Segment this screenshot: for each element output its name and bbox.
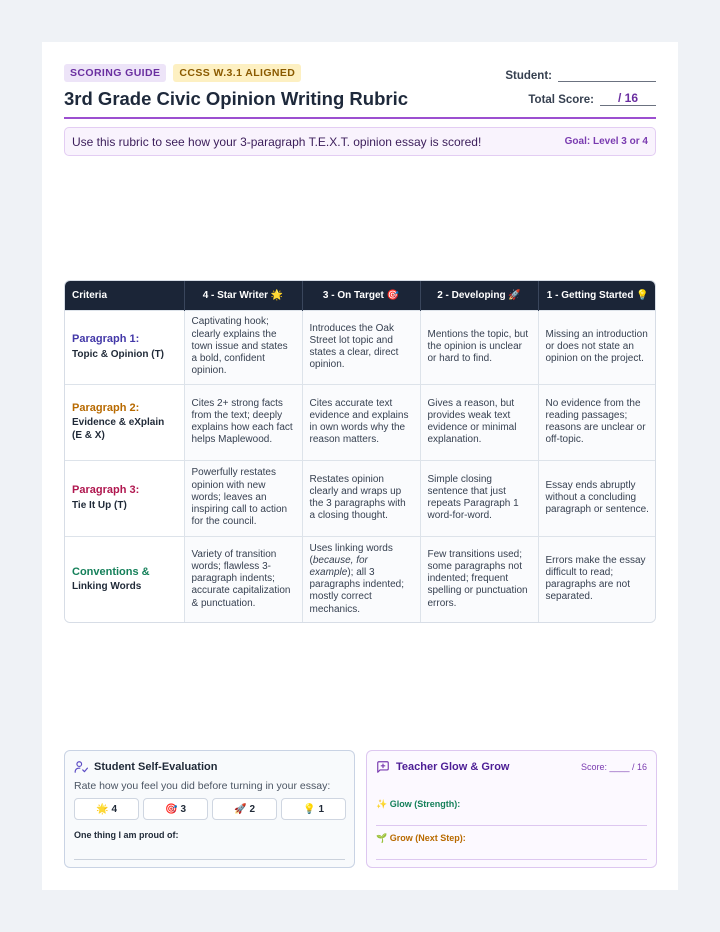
rubric-cell: No evidence from the reading passages; reasons are unclear or off-topic. <box>538 384 656 460</box>
header-level-1: 1 - Getting Started 💡 <box>538 281 656 310</box>
header-level-2: 2 - Developing 🚀 <box>420 281 538 310</box>
criteria-name: Paragraph 1: <box>72 333 140 346</box>
criteria-cell <box>65 536 184 622</box>
table-row <box>65 310 656 384</box>
goal-text: Goal: Level 3 or 4 <box>564 136 648 147</box>
rubric-cell: Simple closing sentence that just repeats Paragraph 1 word-for-word. <box>420 460 538 536</box>
rubric-cell: Few transitions used; some paragraphs not indented; frequent spelling or punctuation errors. <box>420 536 538 622</box>
proud-label: One thing I am proud of: <box>74 830 179 840</box>
table-row <box>65 460 656 536</box>
rubric-cell: Powerfully restates opinion with new words; leaves an inspiring call to action for the council. <box>184 460 302 536</box>
cell-text-emphasis: because, for example <box>309 554 368 579</box>
intro-text: Use this rubric to see how your 3-paragraph T.E.X.T. opinion essay is scored! <box>72 134 482 149</box>
rubric-cell: Gives a reason, but provides weak text evidence or minimal explanation. <box>420 384 538 460</box>
title-divider <box>64 117 656 119</box>
student-label: Student: <box>505 70 552 82</box>
criteria-name: Paragraph 2: <box>72 401 140 414</box>
grow-label: 🌱 Grow (Next Step): <box>376 833 466 843</box>
rubric-cell: Missing an introduction or does not state an opinion on the project. <box>538 310 656 384</box>
header-level-3: 3 - On Target 🎯 <box>302 281 420 310</box>
criteria-subtitle: Linking Words <box>72 580 142 592</box>
total-score-label: Total Score: <box>528 94 594 106</box>
teacher-score[interactable]: Score: ____ / 16 <box>580 762 647 772</box>
rating-option-4[interactable] <box>74 798 139 820</box>
rating-choices <box>74 798 346 820</box>
header-criteria: Criteria <box>65 281 184 310</box>
message-plus-icon <box>376 760 390 774</box>
criteria-name: Paragraph 3: <box>72 484 140 497</box>
self-evaluation-header <box>74 760 217 774</box>
teacher-feedback-box <box>366 750 657 868</box>
rubric-page <box>42 42 678 890</box>
rubric-header-row <box>65 281 656 310</box>
rating-value: 4 <box>111 803 117 815</box>
rubric-cell <box>302 536 420 622</box>
table-row <box>65 536 656 622</box>
criteria-subtitle: Evidence & eXplain (E & X) <box>72 417 165 442</box>
standard-badge: CCSS W.3.1 ALIGNED <box>173 64 301 82</box>
rubric-cell: Essay ends abruptly without a concluding paragraph or sentence. <box>538 460 656 536</box>
rubric-cell: Errors make the essay difficult to read; paragraphs are not separated. <box>538 536 656 622</box>
proud-answer-line[interactable] <box>74 859 345 860</box>
rubric-cell: Captivating hook; clearly explains the town issue and states a bold, confident opinion. <box>184 310 302 384</box>
student-name-field[interactable] <box>558 74 656 82</box>
header-level-4: 4 - Star Writer 🌟 <box>184 281 302 310</box>
glow-answer-line[interactable] <box>376 825 647 826</box>
rating-option-1[interactable] <box>281 798 346 820</box>
criteria-cell <box>65 460 184 536</box>
grow-answer-line[interactable] <box>376 859 647 860</box>
rating-value: 3 <box>180 803 186 815</box>
lightbulb-icon: 💡 <box>302 803 316 815</box>
rating-option-3[interactable] <box>143 798 208 820</box>
teacher-feedback-header <box>376 760 510 774</box>
teacher-feedback-title: Teacher Glow & Grow <box>396 761 510 773</box>
cell-text-post: ); all 3 paragraphs indented; mostly correct mechanics. <box>309 567 405 615</box>
table-row <box>65 384 656 460</box>
criteria-cell <box>65 384 184 460</box>
rating-option-2[interactable] <box>212 798 277 820</box>
glow-label: ✨ Glow (Strength): <box>376 799 461 809</box>
self-evaluation-title: Student Self-Evaluation <box>94 761 218 773</box>
criteria-name: Conventions & <box>72 565 150 578</box>
self-evaluation-box <box>64 750 355 868</box>
rubric-table <box>64 280 656 623</box>
student-meta <box>505 64 656 112</box>
rating-value: 1 <box>318 803 324 815</box>
rubric-cell: Cites 2+ strong facts from the text; deeply explains how each fact helps Maplewood. <box>184 384 302 460</box>
rubric-cell: Mentions the topic, but the opinion is unclear or hard to find. <box>420 310 538 384</box>
intro-banner <box>64 127 656 156</box>
rubric-cell: Cites accurate text evidence and explains in own words why the reason matters. <box>302 384 420 460</box>
criteria-subtitle: Tie It Up (T) <box>72 499 127 511</box>
criteria-cell <box>65 310 184 384</box>
page-title: 3rd Grade Civic Opinion Writing Rubric <box>64 88 409 109</box>
total-score-field[interactable]: / 16 <box>600 91 656 106</box>
rocket-icon: 🚀 <box>233 803 247 815</box>
self-evaluation-prompt: Rate how you feel you did before turning in your essay: <box>74 780 331 792</box>
rubric-cell: Introduces the Oak Street lot topic and states a clear, direct opinion. <box>302 310 420 384</box>
criteria-subtitle: Topic & Opinion (T) <box>72 348 165 360</box>
target-icon: 🎯 <box>164 803 178 815</box>
rubric-cell: Variety of transition words; flawless 3-paragraph indents; accurate capitalization & punctuation. <box>184 536 302 622</box>
rating-value: 2 <box>249 803 255 815</box>
rubric-cell: Restates opinion clearly and wraps up the 3 paragraphs with a closing thought. <box>302 460 420 536</box>
star-icon: 🌟 <box>95 803 109 815</box>
scoring-guide-badge: SCORING GUIDE <box>64 64 166 82</box>
badge-group <box>64 64 301 82</box>
cell-text-pre: Uses linking words ( <box>309 542 393 566</box>
user-check-icon <box>74 760 88 774</box>
